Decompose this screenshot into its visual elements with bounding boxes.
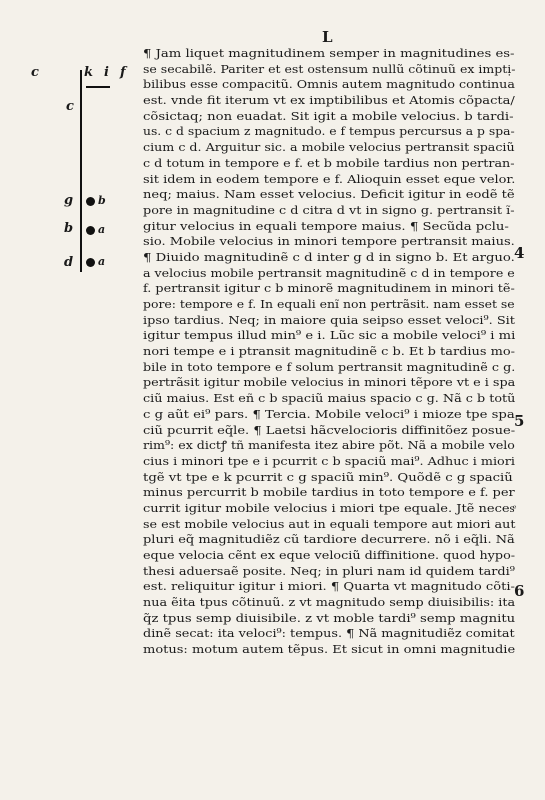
text-line: motus: motum autem tẽpus. Et sicut in omni magnitudie [143,642,516,657]
text-line: cõsictaq; non euadat. Sit igit a mobile velocius. b tardi- [143,108,514,123]
text-line: us. c d spacium z magnitudo. e f tempus percursus a p spa- [143,124,515,139]
text-line: minus percurrit b mobile tardius in toto tempore e f. per [143,485,515,500]
margin-number-6: 6 [514,582,525,600]
text-line: tgẽ vt tpe e k pcurrit c g spaciũ min⁹. Quõdẽ c g spaciũ [143,469,513,484]
diagram-label-d: d [64,255,74,270]
text-line: ¶ Diuido magnitudinẽ c d inter g d in signo b. Et arguo. [143,249,515,264]
text-line: thesi aduersaẽ posite. Neq; in pluri nam id quidem tardi⁹ [143,563,515,578]
diagram-label-f: f [120,65,126,80]
text-line: cius i minori tpe e i pcurrit c b spaciũ mai⁹. Adhuc i miori [143,453,515,468]
text-line: currit igitur mobile velocius i miori tpe equale. Jtẽ necesͤ [143,500,515,515]
text-line: bile in toto tempore e f solum pertransit magnitudinẽ c g. [143,359,516,374]
text-line: ciũ maius. Est eñ c b spaciũ maius spacio c g. Nã c b totũ [143,391,516,406]
text-line: eque velocia cẽnt ex eque velociũ diffinitione. quod hypo- [143,548,516,562]
text-line: c d totum in tempore e f. et b mobile tardius non pertran- [143,155,515,170]
diagram-label-b: b [64,221,74,236]
diagram-dot-label-a-lower: a [98,255,106,268]
text-line: est. vnde fit iterum vt ex imptibilibus et Atomis cõpacta/ [143,93,515,108]
text-line: a velocius mobile pertransit magnitudinẽ c d in tempore e [143,265,515,280]
text-line: c g aũt ei⁹ pars. ¶ Tercia. Mobile veloci⁹ i mioze tpe spa [143,406,515,421]
text-line: pore in magnitudine c d citra d vt in signo g. pertransit ĩ- [143,202,515,217]
text-line: est. reliquitur igitur i miori. ¶ Quarta vt magnitudo cõti- [143,579,515,594]
diagram-label-c-top: c [31,65,39,80]
text-line: dinẽ secat: ita veloci⁹: tempus. ¶ Nã magnitudiẽz comitat [143,626,515,641]
text-line: nori tempe e i ptransit magnitudinẽ c b. Et b tardius mo- [143,344,516,359]
text-line: pertrãsit igitur mobile velocius in minori tẽpore vt e i spa [143,375,516,390]
text-line: pluri eq̃ magnitudiẽz cũ tardiore decurrere. nõ i eq̃li. Nã [143,532,515,547]
diagram-time-line [86,86,110,88]
diagram-dot-a-upper [86,226,95,235]
body-text [143,46,515,658]
diagram-dot-label-b: b [98,194,106,207]
text-line: sit idem in eodem tempore e f. Alioquin esset eque velor. [143,171,516,186]
folio-letter: L [322,28,334,46]
text-line: neq; maius. Nam esset velocius. Deficit igitur in eodẽ tẽ [143,187,515,202]
diagram-magnitude-line [80,70,82,272]
diagram-dot-b [86,197,95,206]
margin-number-5: 5 [514,412,525,430]
text-line: nua ẽita tpus cõtinuũ. z vt magnitudo semp diuisibilis: ita [143,595,516,610]
text-line: bilibus esse compacitũ. Omnis autem magnitudo continua [143,77,515,92]
diagram-label-k: k [84,65,94,80]
diagram-dot-label-a-upper: a [98,223,106,236]
text-line: cium c d. Arguitur sic. a mobile velocius pertransit spaciũ [143,140,515,155]
text-line: ipso tardius. Neq; in maiore quia seipso esset veloci⁹. Sit [143,312,515,327]
text-line: sio. Mobile velocius in minori tempore pertransit maius. [143,234,515,249]
text-line: q̃z tpus semp diuisibile. z vt moble tardi⁹ semp magnitu [143,610,516,625]
diagram-label-i: i [104,65,109,80]
text-line: se est mobile velocius aut in equali tempore aut miori aut [143,516,516,531]
diagram-label-g: g [64,193,74,208]
text-line: ciũ pcurrit eq̃le. ¶ Laetsi hãcvelocioris diffinitõez posue- [143,422,516,437]
text-line: f. pertransit igitur c b minorẽ magnitudinem in minori tẽ- [143,281,515,296]
diagram-label-c-side: c [66,99,74,114]
text-line: gitur velocius in equali tempore maius. ¶ Secũda pclu- [143,218,509,233]
margin-diagram [0,0,130,300]
text-line: igitur tempus illud min⁹ e i. Lũc sic a mobile veloci⁹ i mi [143,328,516,343]
margin-number-4: 4 [514,244,525,262]
text-line: ¶ Jam liquet magnitudinem semper in magnitudines es- [143,46,515,60]
diagram-dot-a-lower [86,258,95,267]
text-line: pore: tempore e f. In equali enĩ non pertrãsit. nam esset se [143,297,515,311]
text-line: se secabilẽ. Pariter et est ostensum nullũ cõtinuũ ex imptị- [143,61,516,76]
text-line: rim⁹: ex dictꝭ tñ manifesta itez abire põt. Nã a mobile velo [143,438,515,453]
